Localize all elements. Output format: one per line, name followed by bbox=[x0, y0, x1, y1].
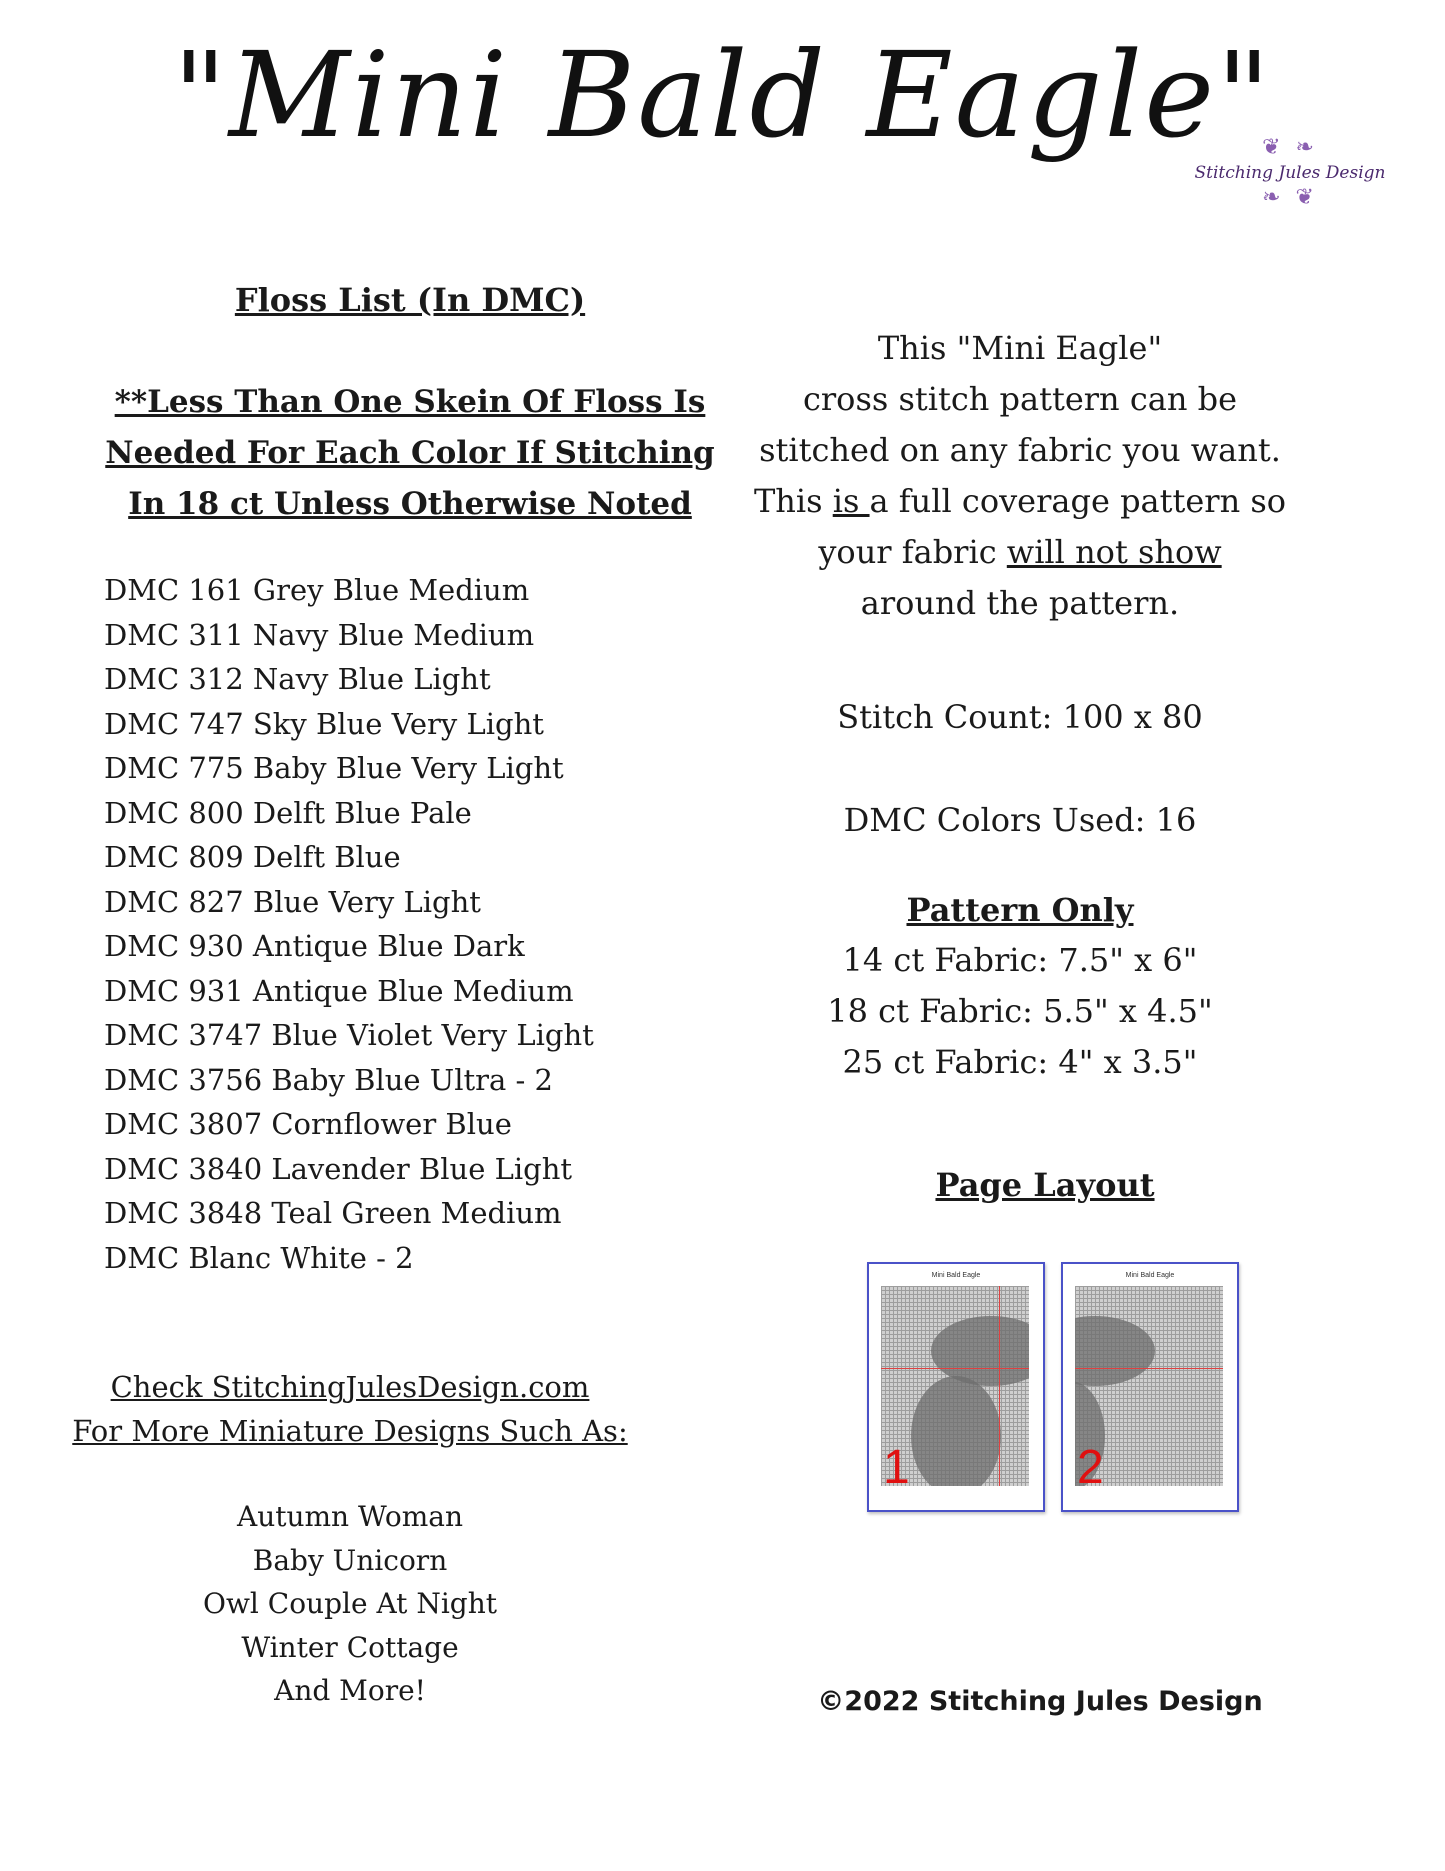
design-item: Baby Unicorn bbox=[252, 1543, 448, 1577]
description-line bbox=[740, 476, 1300, 527]
floss-item: DMC 311 Navy Blue Medium bbox=[104, 617, 535, 652]
website-link-line[interactable]: Check StitchingJulesDesign.com bbox=[110, 1370, 590, 1404]
colors-used: DMC Colors Used: 16 bbox=[843, 801, 1197, 839]
description-emphasis: will not show bbox=[1006, 533, 1222, 571]
floss-list-heading: Floss List (In DMC) bbox=[234, 281, 586, 319]
pattern-only-heading: Pattern Only bbox=[906, 891, 1134, 929]
floss-item: DMC 3756 Baby Blue Ultra - 2 bbox=[104, 1062, 553, 1097]
floss-item: DMC 809 Delft Blue bbox=[104, 840, 401, 874]
page-title: "Mini Bald Eagle" bbox=[172, 26, 1273, 164]
floss-note-line: **Less Than One Skein Of Floss Is bbox=[114, 384, 706, 420]
floss-note-line: Needed For Each Color If Stitching bbox=[105, 435, 715, 471]
swirl-ornament-icon: ❧ ❦ bbox=[1262, 185, 1318, 210]
description-line: This "Mini Eagle" bbox=[877, 329, 1163, 367]
website-link-line: For More Miniature Designs Such As: bbox=[72, 1414, 628, 1448]
floss-item: DMC 3848 Teal Green Medium bbox=[104, 1196, 562, 1230]
floss-item: DMC 312 Navy Blue Light bbox=[104, 662, 491, 696]
logo-text: Stitching Jules Design bbox=[1194, 163, 1386, 183]
more-designs-list bbox=[40, 1495, 660, 1713]
floss-item: DMC 931 Antique Blue Medium bbox=[104, 973, 574, 1008]
design-item: Winter Cottage bbox=[241, 1630, 459, 1664]
fabric-size-line: 14 ct Fabric: 7.5" x 6" bbox=[842, 941, 1198, 979]
thumbnail-title: Mini Bald Eagle bbox=[1125, 1272, 1175, 1279]
eagle-head-shape bbox=[1075, 1316, 1155, 1386]
design-item: And More! bbox=[274, 1674, 426, 1707]
fabric-sizes bbox=[740, 935, 1300, 1088]
page-number: 1 bbox=[883, 1441, 910, 1494]
description-text: This bbox=[753, 482, 833, 520]
fabric-size-line: 25 ct Fabric: 4" x 3.5" bbox=[842, 1043, 1198, 1081]
floss-item: DMC 775 Baby Blue Very Light bbox=[104, 751, 564, 785]
copyright-notice: ©2022 Stitching Jules Design bbox=[817, 1686, 1263, 1717]
floss-item: DMC 827 Blue Very Light bbox=[104, 884, 481, 919]
floss-item: DMC Blanc White - 2 bbox=[104, 1240, 414, 1275]
center-line bbox=[881, 1368, 1029, 1369]
swirl-ornament-icon: ❦ ❧ bbox=[1262, 135, 1318, 160]
center-line bbox=[999, 1286, 1000, 1486]
page-thumbnail-1 bbox=[867, 1262, 1045, 1512]
pattern-description bbox=[740, 323, 1300, 629]
description-text: a full coverage pattern so bbox=[869, 482, 1287, 520]
floss-note bbox=[90, 377, 730, 530]
description-line: around the pattern. bbox=[860, 584, 1180, 622]
thumbnail-title: Mini Bald Eagle bbox=[931, 1272, 981, 1279]
page-layout-heading: Page Layout bbox=[935, 1166, 1155, 1204]
description-line bbox=[740, 527, 1300, 578]
description-line: cross stitch pattern can be bbox=[802, 380, 1238, 418]
floss-item: DMC 747 Sky Blue Very Light bbox=[104, 706, 544, 741]
floss-note-line: In 18 ct Unless Otherwise Noted bbox=[128, 486, 692, 522]
eagle-head-shape bbox=[931, 1316, 1029, 1386]
floss-item: DMC 161 Grey Blue Medium bbox=[104, 573, 530, 607]
page-thumbnail-2 bbox=[1061, 1262, 1239, 1512]
stitch-count: Stitch Count: 100 x 80 bbox=[837, 698, 1203, 736]
fabric-size-line: 18 ct Fabric: 5.5" x 4.5" bbox=[827, 992, 1213, 1030]
floss-item: DMC 800 Delft Blue Pale bbox=[104, 795, 472, 830]
page-number: 2 bbox=[1077, 1441, 1104, 1494]
website-link[interactable] bbox=[40, 1365, 660, 1453]
floss-item: DMC 3807 Cornflower Blue bbox=[104, 1107, 512, 1141]
design-item: Autumn Woman bbox=[236, 1500, 464, 1533]
center-line bbox=[1075, 1368, 1223, 1369]
floss-list bbox=[104, 568, 704, 1280]
floss-item: DMC 3840 Lavender Blue Light bbox=[104, 1151, 573, 1186]
floss-item: DMC 930 Antique Blue Dark bbox=[104, 929, 525, 963]
description-emphasis: is bbox=[832, 482, 870, 520]
design-item: Owl Couple At Night bbox=[203, 1587, 497, 1620]
description-line: stitched on any fabric you want. bbox=[759, 431, 1281, 469]
thumbnail-footer bbox=[879, 1498, 1033, 1504]
thumbnail-footer bbox=[1073, 1498, 1227, 1504]
floss-item: DMC 3747 Blue Violet Very Light bbox=[104, 1018, 594, 1052]
eagle-body-shape bbox=[911, 1376, 1001, 1486]
description-text: your fabric bbox=[818, 533, 1007, 571]
brand-logo bbox=[1190, 135, 1390, 245]
